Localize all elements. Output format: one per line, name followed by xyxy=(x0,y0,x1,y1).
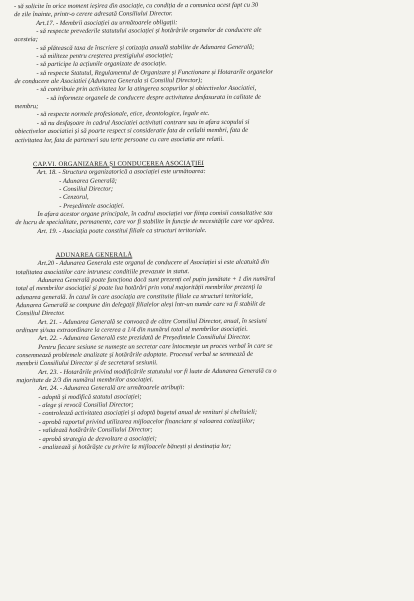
text-line: - aprobă raportul privind utilizarea mijloacelor financiare și valoarea cotizațiilor; xyxy=(38,417,255,426)
text-line: - Președintele asociației. xyxy=(59,202,125,210)
text-line: Art. 24. - Adunarea Generală are următoarele atribuții: xyxy=(38,384,185,393)
text-line: Art. 21. - Adunarea Generală se convoacă de către Consiliul Director, anual, în sesiuni xyxy=(37,317,267,326)
text-line: - să contribuie prin activitatea lor la atingerea scopurilor și obiectivelor Asociatiei, xyxy=(36,85,257,94)
text-line: Adunarea Generală se compune din delegații filialelor aleși într-un număr care va fi stabilit de xyxy=(15,300,266,310)
text-line: - să informeze organele de conducere despre activitatea desfasurata in calitate de xyxy=(46,93,261,102)
text-line: acesteia; xyxy=(14,36,38,44)
text-line: obiectivelor asociatiei și să poarte respect si consideratie fata de ceilalti membri, fata de xyxy=(14,126,249,136)
text-line: - să participe la acțiunile organizate de asociație. xyxy=(36,60,167,69)
text-line: total al membrilor asociației și poate lua hotărâri prin votul majorității membrilor prezenți la xyxy=(15,283,262,293)
text-line: adunarea generală. În cazul în care asociația are constituite filiale ca structuri teritoriale, xyxy=(15,292,253,301)
text-line: - să nu desfașoare in cadrul Asociatiei activitati contrare sau in afara scopului si xyxy=(36,118,250,127)
text-line: - Adunarea Generală; xyxy=(59,177,117,185)
text-line: - aprobă strategia de dezvoltare a asociației; xyxy=(38,434,157,443)
text-line: de lucru de specialitate, permanente, care vor fi stabilite în funcție de necesitățile care vor apărea. xyxy=(15,217,275,227)
text-line: de zile înainte, printr-o cerere adresată Consiliului Director. xyxy=(14,10,173,19)
statute-articles-20-24 xyxy=(16,258,409,452)
text-line: - să respecte normele profesionale, etice, deontologice, legale etc. xyxy=(36,110,210,119)
text-line: - controlează activitatea asociației și adoptă bugetul anual de venituri și cheltuieli; xyxy=(38,409,258,418)
text-line: - Consiliul Director; xyxy=(59,185,114,193)
text-line: - să respecte Statutul, Regulamentul de Organizare și Functionare și Hotararile organelor xyxy=(36,68,274,77)
statute-articles-16-17 xyxy=(14,1,407,145)
text-line: totalitatea asociatilor care intrunesc conditiile prevazute in statut. xyxy=(15,267,190,276)
text-line: Art. 19. - Asociația poate constitui filiale ca structuri teritoriale. xyxy=(37,226,207,235)
text-line: - să plătească taxa de înscriere și cotizația anuală stabilite de Adunarea Generală; xyxy=(36,43,255,52)
text-line: Pentru fiecare sesiune se numește un secretar care întocmește un proces verbal în care se xyxy=(38,342,273,351)
text-line: - alege și revocă Consiliul Director; xyxy=(38,401,134,410)
text-line: ordinare și/sau extraordinare la cererea a 1/4 din numărul total al membrilor asociației. xyxy=(15,325,248,335)
text-line: - validează hotărârile Consiliului Director; xyxy=(38,426,153,435)
text-line: consemnează problemele analizate și hotărârile adoptate. Procesul verbal se semnează de xyxy=(16,350,253,360)
text-line: Consiliul Director. xyxy=(15,310,65,318)
text-line: membru; xyxy=(14,103,39,111)
text-line: Art.17. - Membrii asociației au următoarele obligații: xyxy=(36,18,178,27)
text-line: Adunarea Generală poate funcționa dacă sunt prezenți cel puțin jumătate + 1 din numărul xyxy=(37,275,276,285)
text-line: - să solicite în orice moment ieșirea din asociație, cu condiția de a comunica ocest fapt cu 30 xyxy=(14,1,259,11)
text-line: Art. 22. - Adunarea Generală este prezidată de Președintele Consiliului Director. xyxy=(38,334,251,343)
text-line: activitatea lor, fata de parteneri sau terte persoane cu care asociatia are relatii. xyxy=(14,135,224,144)
text-line: - adoptă și modifică statutul asociației; xyxy=(38,393,142,401)
text-line: - să militeze pentru creșterea prestigiului asociației; xyxy=(36,52,174,61)
text-line: membrii Consiliului Director și de secretarul sesiunii. xyxy=(16,359,158,368)
text-line: Art. 23. - Hotarârile privind modificările statutului vor fi luate de Adunarea Generală cu o xyxy=(38,367,277,376)
text-line: - analizează și hotărăște cu privire la mijloacele bănești și destinația lor; xyxy=(38,442,232,451)
text-line: În afara acestor organe principale, în cadrul asociației vor ființa comisii consultative sau xyxy=(37,209,273,218)
text-line: Art. 18. - Structura organizatorică a asociației este următoarea: xyxy=(37,168,206,177)
text-line: Art.20 - Adunarea Generala este organul de conducere al Asociației si este alcatuită din xyxy=(37,258,270,268)
statute-articles-18-19 xyxy=(15,167,407,236)
text-line: - să respecte prevederile statutului asociației și hotărârile organelor de conducere ale xyxy=(36,26,262,36)
text-line: - Cenzorul, xyxy=(59,193,89,202)
section-heading-general-assembly: ADUNAREA GENERALĂ xyxy=(55,251,133,259)
text-line: de conducere ale Asociatiei (Adunarea Generala si Consiliul Director); xyxy=(14,77,203,86)
chapter-heading: CAP.VI. ORGANIZAREA ȘI CONDUCEREA ASOCIAȚIEI xyxy=(32,159,205,168)
text-line: majoritate de 2/3 din numărul membrilor asociației. xyxy=(16,376,154,385)
